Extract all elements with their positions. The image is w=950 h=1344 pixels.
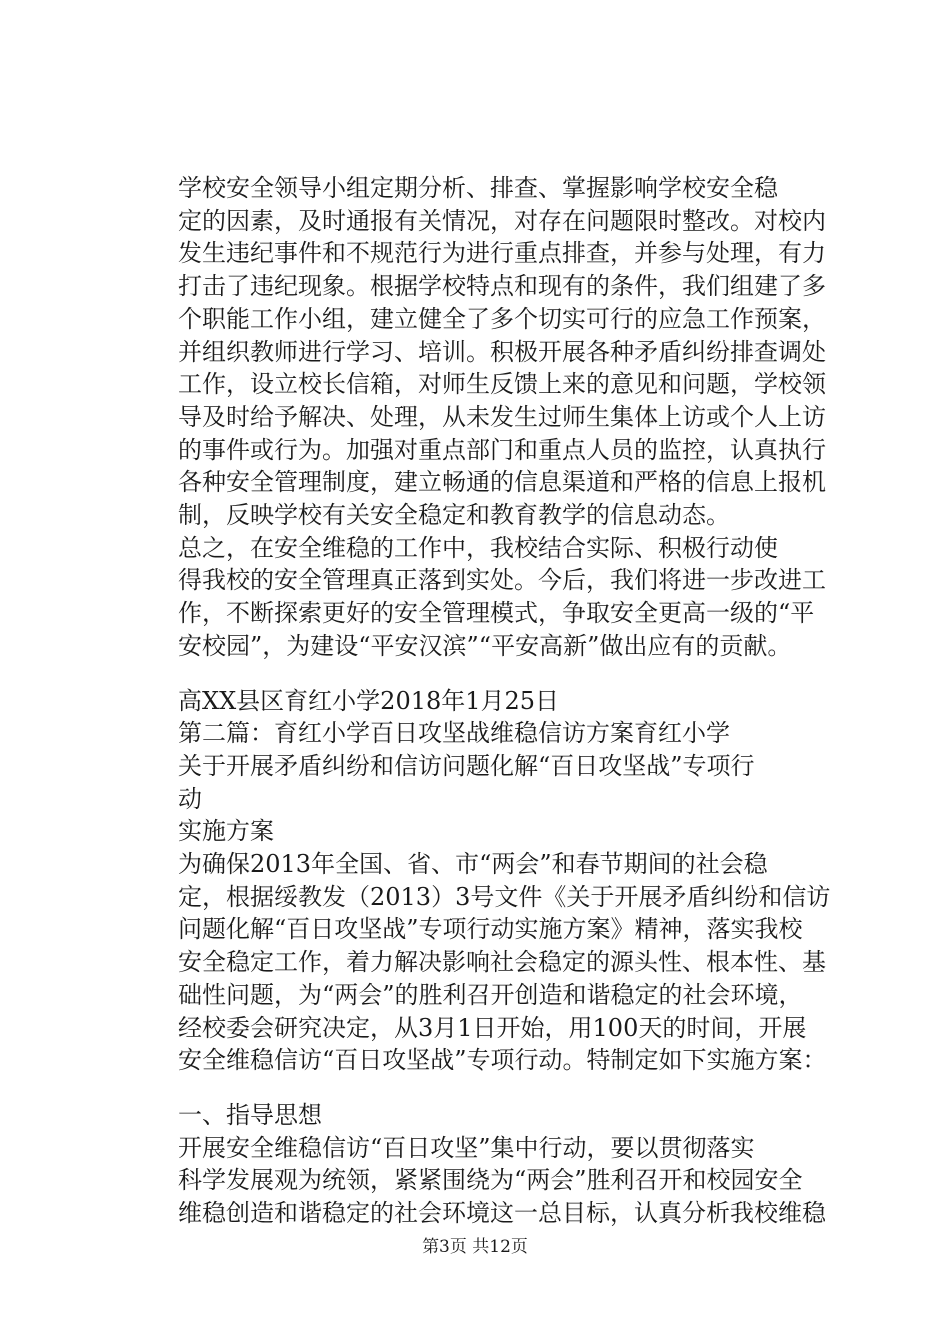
text-line: 经校委会研究决定，从3月1日开始，用100天的时间，开展 <box>178 1013 807 1042</box>
paragraph-summary <box>130 532 850 663</box>
heading-text: 第二篇：育红小学百日攻坚战维稳信访方案育红小学 <box>178 719 730 748</box>
text-line: 发生违纪事件和不规范行为进行重点排查，并参与处理，有力 <box>178 239 826 268</box>
text-line: 定的因素，及时通报有关情况，对存在问题限时整改。对校内 <box>178 206 826 235</box>
text-line: 导及时给予解决、处理，从未发生过师生集体上访或个人上访 <box>178 402 826 431</box>
text-line: 得我校的安全管理真正落到实处。今后，我们将进一步改进工 <box>178 566 826 595</box>
page-number-footer: 第3页 共12页 <box>422 1237 528 1257</box>
text-line: 安全稳定工作，着力解决影响社会稳定的源头性、根本性、基 <box>178 948 826 977</box>
text-line: 定，根据绥教发（2013）3号文件《关于开展矛盾纠纷和信访 <box>178 882 831 911</box>
text-line: 的事件或行为。加强对重点部门和重点人员的监控，认真执行 <box>178 435 826 464</box>
plan-title-text: 实施方案 <box>178 817 274 846</box>
document-title <box>130 750 850 815</box>
text-line: 为确保2013年全国、省、市“两会”和春节期间的社会稳 <box>178 850 768 879</box>
text-line: 个职能工作小组，建立健全了多个切实可行的应急工作预案， <box>178 304 826 333</box>
text-line: 维稳创造和谐稳定的社会环境这一总目标，认真分析我校维稳 <box>178 1199 826 1228</box>
page-content <box>130 172 850 1230</box>
title-line: 关于开展矛盾纠纷和信访问题化解“百日攻坚战”专项行 <box>178 751 755 780</box>
title-line: 动 <box>178 784 202 813</box>
paragraph-safety-group <box>130 172 850 532</box>
signature-text: 高XX县区育红小学2018年1月25日 <box>178 686 560 715</box>
signature-line <box>130 685 850 718</box>
paragraph-purpose <box>130 848 850 1077</box>
text-line: 安校园”，为建设“平安汉滨”“平安高新”做出应有的贡献。 <box>178 631 792 660</box>
text-line: 各种安全管理制度，建立畅通的信息渠道和严格的信息上报机 <box>178 468 826 497</box>
section-heading <box>130 1099 850 1132</box>
text-line: 总之，在安全维稳的工作中，我校结合实际、积极行动使 <box>178 533 778 562</box>
text-line: 作，不断探索更好的安全管理模式，争取安全更高一级的“平 <box>178 599 815 628</box>
text-line: 础性问题，为“两会”的胜利召开创造和谐稳定的社会环境， <box>178 980 803 1009</box>
text-line: 开展安全维稳信访“百日攻坚”集中行动，要以贯彻落实 <box>178 1133 755 1162</box>
text-line: 学校安全领导小组定期分析、排查、掌握影响学校安全稳 <box>178 174 778 202</box>
text-line: 打击了违纪现象。根据学校特点和现有的条件，我们组建了多 <box>178 272 826 301</box>
plan-title <box>130 815 850 848</box>
text-line: 问题化解“百日攻坚战”专项行动实施方案》精神，落实我校 <box>178 915 803 944</box>
text-line: 制，反映学校有关安全稳定和教育教学的信息动态。 <box>178 501 730 530</box>
section-heading-text: 一、指导思想 <box>178 1100 322 1129</box>
text-line: 工作，设立校长信箱，对师生反馈上来的意见和问题，学校领 <box>178 370 826 399</box>
paragraph-guiding-thought <box>130 1132 850 1230</box>
text-line: 安全维稳信访“百日攻坚战”专项行动。特制定如下实施方案： <box>178 1046 827 1075</box>
chapter-heading <box>130 717 850 750</box>
text-line: 并组织教师进行学习、培训。积极开展各种矛盾纠纷排查调处 <box>178 337 826 366</box>
text-line: 科学发展观为统领，紧紧围绕为“两会”胜利召开和校园安全 <box>178 1166 803 1195</box>
